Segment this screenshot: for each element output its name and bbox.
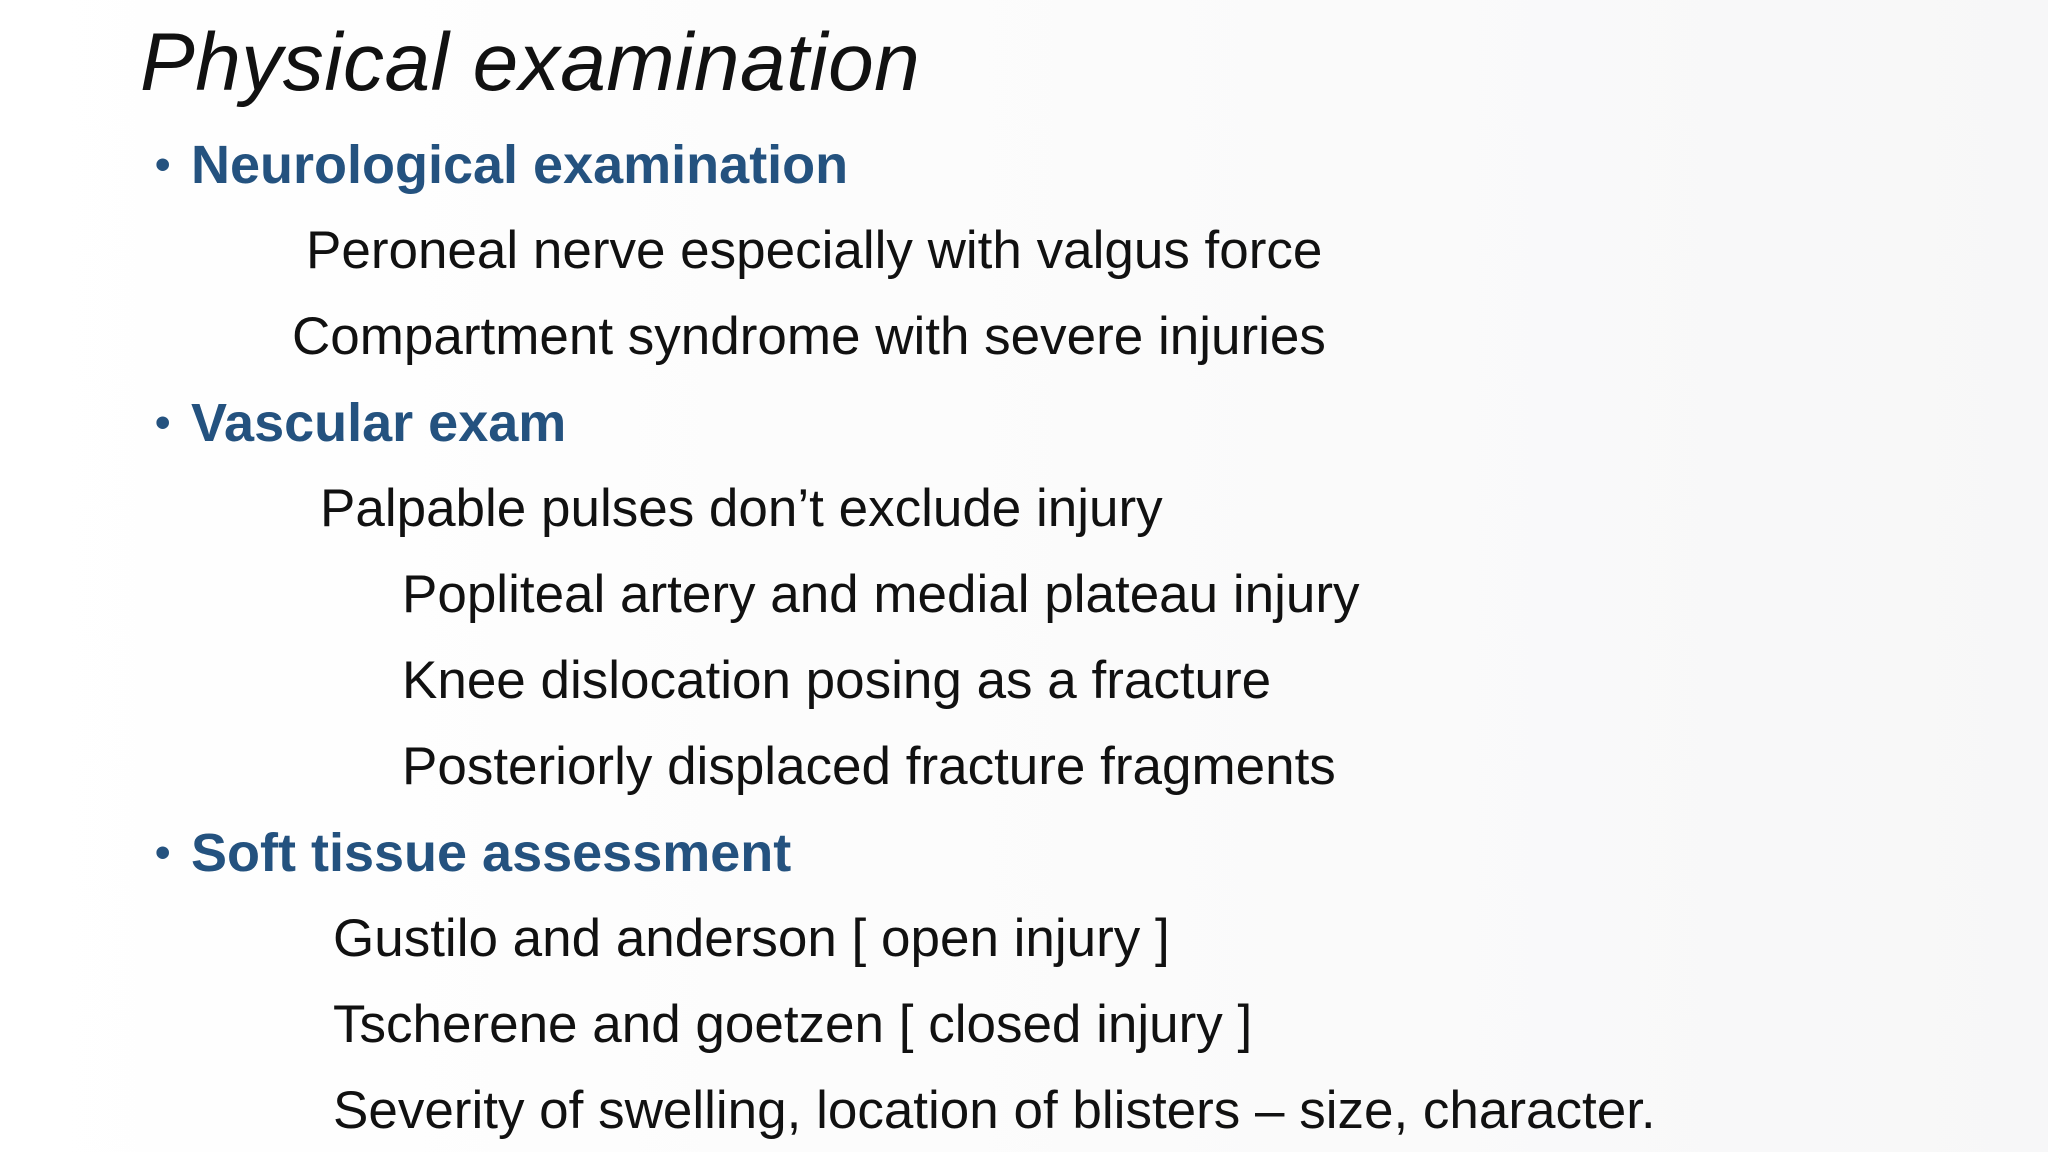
list-item: Popliteal artery and medial plateau injury bbox=[402, 565, 1360, 624]
list-item: Knee dislocation posing as a fracture bbox=[402, 651, 1272, 710]
section-heading-vascular bbox=[155, 394, 566, 453]
section-heading-neurological bbox=[155, 136, 848, 195]
bullet-icon: • bbox=[155, 828, 171, 877]
list-item: Gustilo and anderson [ open injury ] bbox=[333, 909, 1170, 968]
list-item: Palpable pulses don’t exclude injury bbox=[320, 479, 1163, 538]
list-item: Compartment syndrome with severe injuries bbox=[292, 307, 1326, 366]
bullet-icon: • bbox=[155, 398, 171, 447]
list-item: Tscherene and goetzen [ closed injury ] bbox=[333, 995, 1253, 1054]
section-heading-label: Soft tissue assessment bbox=[191, 823, 792, 883]
slide-title: Physical examination bbox=[140, 17, 921, 108]
section-heading-label: Vascular exam bbox=[191, 393, 567, 453]
list-item: Posteriorly displaced fracture fragments bbox=[402, 737, 1336, 796]
section-heading-soft-tissue bbox=[155, 824, 791, 883]
section-heading-label: Neurological examination bbox=[191, 135, 849, 195]
list-item: Peroneal nerve especially with valgus force bbox=[306, 221, 1323, 280]
bullet-icon: • bbox=[155, 140, 171, 189]
list-item: Severity of swelling, location of blisters – size, character. bbox=[333, 1081, 1656, 1140]
